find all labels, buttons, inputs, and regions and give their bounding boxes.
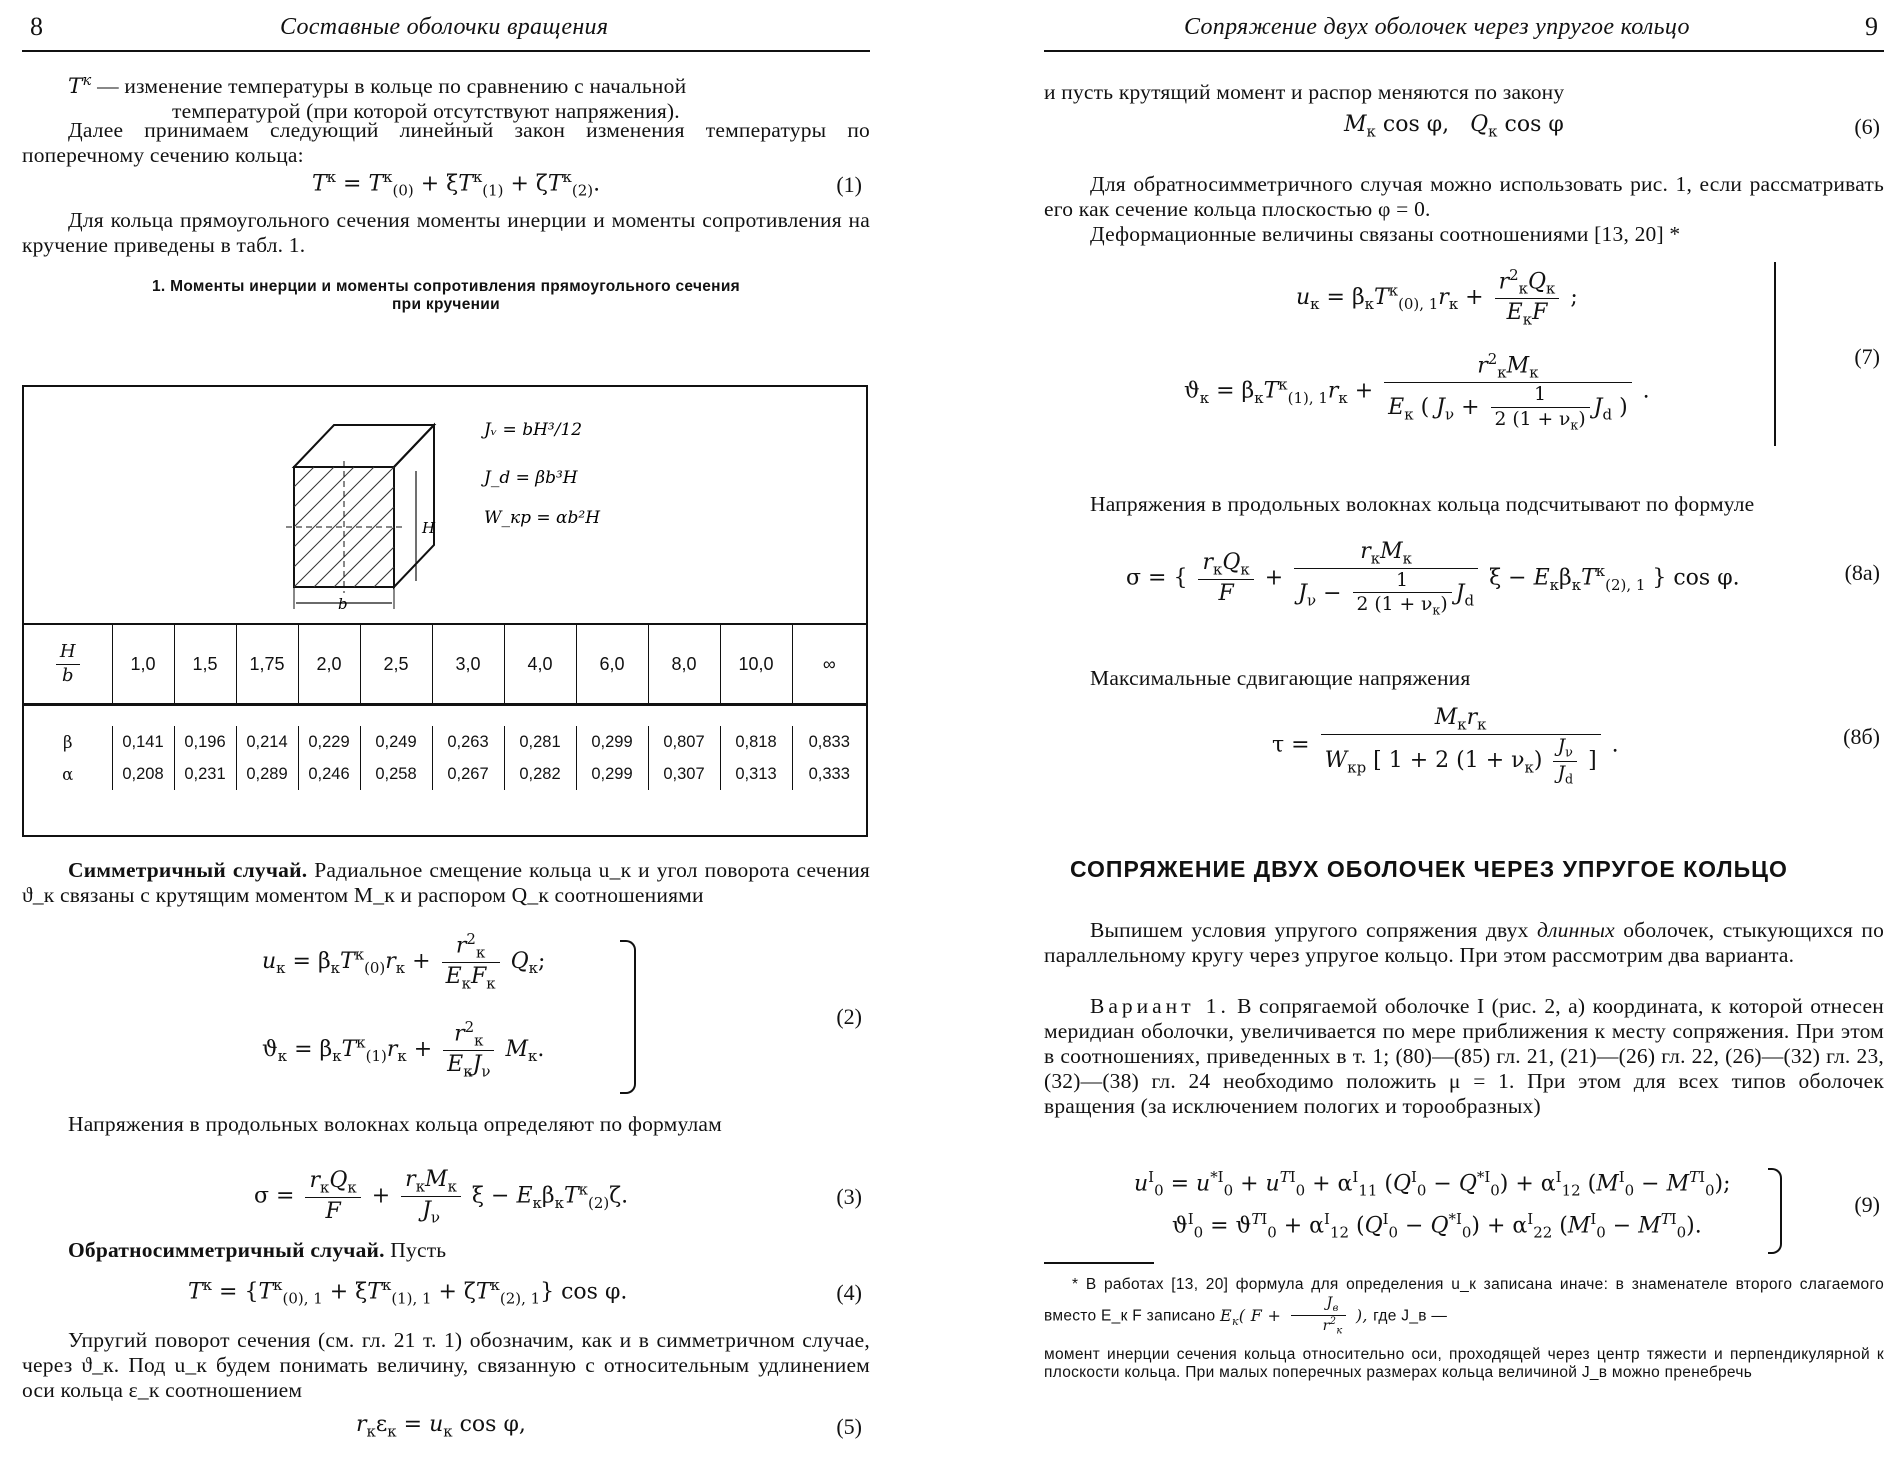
table-cell: 0,282	[504, 758, 576, 790]
para-symmetric-case	[22, 858, 870, 908]
eq-label-5: (5)	[836, 1414, 862, 1439]
formula-8b: τ = $M_кr_к$ $W_{кр}$ [ 1 + 2 $(1 + \nu_к)$ $\frac{J_\nu}{J_d}$ ] .	[1272, 705, 1619, 787]
eq-label-7: (7)	[1854, 344, 1880, 369]
table-cell: 0,833	[792, 726, 866, 758]
ratio-header-value: 1,5	[174, 624, 236, 705]
ratio-header-value: 1,75	[236, 624, 298, 705]
left-header-title: Составные оболочки вращения	[280, 14, 609, 40]
footnote-line1-tail: где J_в —	[1373, 1307, 1448, 1325]
eq-label-8a: (8а)	[1844, 560, 1880, 585]
ratio-header-top: H	[59, 641, 76, 662]
table-cell: 0,208	[112, 758, 174, 790]
table-cell: 0,249	[360, 726, 432, 758]
ratio-header-cell	[24, 624, 112, 705]
variant-text: В сопрягаемой оболочке I (рис. 2, а) координата, к которой отнесен меридиан оболочки, увеличивается по мере приближения к месту сопряжения. При этом в соотношениях, приведенных в т. 1; (80)—(85) гл. 21, (21)—(26) гл. 22, (26)—(32) гл. 23, (32)—(38) гл. 24 необходимо положить μ = 1. При этом для всех типов оболочек вращения (за исключением пологих и торообразных)	[1044, 994, 1884, 1118]
para-rotation: Упругий поворот сечения (см. гл. 21 т. 1) обозначим, как и в симметричном случае, через ϑ_к. Под u_к будем понимать величину, связанную с относительным удлинением оси кольца ε_к соотношением	[22, 1328, 870, 1402]
para-intro-start: Выпишем условия упругого сопряжения двух	[1090, 918, 1529, 942]
ratio-table	[24, 623, 866, 790]
table-row	[24, 726, 866, 758]
ratio-header-value: 10,0	[720, 624, 792, 705]
ratio-header-bottom: b	[56, 664, 80, 688]
sketch-formula-wkp: W_кр = αb²H	[484, 508, 601, 528]
antisym-case-text: Пусть	[390, 1238, 447, 1262]
table-cell: 0,807	[648, 726, 720, 758]
symmetric-case-title: Симметричный случай.	[68, 858, 308, 882]
table-caption-line1: 1. Моменты инерции и моменты сопротивления прямоугольного сечения	[151, 278, 741, 295]
formula-4: $T^к = \{T^к_{(0), 1} + \xi T^к_{(1), 1} + \zeta T^к_{(2), 1}\}$ cos φ.	[188, 1276, 628, 1308]
row-symbol: α	[62, 764, 74, 784]
para-law: и пусть крутящий момент и распор меняются по закону	[1044, 80, 1565, 104]
eq-label-1: (1)	[836, 172, 862, 197]
table-cell: 0,231	[174, 758, 236, 790]
table-cell: 0,313	[720, 758, 792, 790]
para-antisym-case	[22, 1238, 870, 1263]
system-brace-2	[620, 940, 636, 1094]
table-cell: 0,229	[298, 726, 360, 758]
ratio-header-value: 1,0	[112, 624, 174, 705]
section-title: СОПРЯЖЕНИЕ ДВУХ ОБОЛОЧЕК ЧЕРЕЗ УПРУГОЕ КОЛЬЦО	[1070, 856, 1788, 882]
ratio-header-value: 3,0	[432, 624, 504, 705]
table-cell: 0,258	[360, 758, 432, 790]
table-cell: 0,289	[236, 758, 298, 790]
eq-label-6: (6)	[1854, 114, 1880, 139]
right-running-header	[1044, 10, 1884, 52]
sketch-formula-jd: J_d = βb³H	[484, 468, 578, 488]
table-cell: 0,307	[648, 758, 720, 790]
table-cell: 0,214	[236, 726, 298, 758]
sketch-formula-jv: Jᵥ = bH³/12	[484, 420, 583, 440]
para-intro-emphasis: длинных	[1537, 918, 1615, 942]
ratio-header-value: 8,0	[648, 624, 720, 705]
sketch-label-h: H	[422, 519, 436, 537]
left-running-header	[22, 10, 870, 52]
table-cell: 0,141	[112, 726, 174, 758]
formula-7b: $ϑ_к = \beta_кT^к_{(1), 1}r_к$ + $r^2_кM_к$ $E_к$ ( $J_\nu$ + $\frac{1}{2 (1 + \nu_к)}$ $J_d$ ) .	[1184, 350, 1650, 433]
ratio-header-value: 2,0	[298, 624, 360, 705]
table-cell: 0,299	[576, 726, 648, 758]
sketch-label-b: b	[338, 595, 348, 613]
ratio-header-value: 4,0	[504, 624, 576, 705]
left-page-number: 8	[30, 12, 43, 41]
table-cell: 0,281	[504, 726, 576, 758]
formula-7a: $u_к = \beta_кT^к_{(0), 1}r_к$ + $\frac{r^2_кQ_к}{E_кF}$ ;	[1296, 266, 1578, 329]
para-stress-right: Напряжения в продольных волокнах кольца подсчитывают по формуле	[1090, 492, 1755, 516]
table-cell: 0,299	[576, 758, 648, 790]
para-deform: Деформационные величины связаны соотношениями [13, 20] *	[1090, 222, 1681, 246]
right-page	[1044, 0, 1884, 1460]
para-intro-end: оболочек, стыкующихся по параллельному кругу через упругое кольцо. При этом рассмотрим два варианта.	[1044, 918, 1885, 967]
para-antisym: Для обратносимметричного случая можно использовать рис. 1, если рассматривать его как сечение кольца плоскостью φ = 0.	[1044, 172, 1884, 221]
table-cell: 0,263	[432, 726, 504, 758]
eq-label-9: (9)	[1854, 1192, 1880, 1217]
para-variant-1	[1044, 994, 1884, 1119]
table-row	[24, 758, 866, 790]
system-brace-9	[1768, 1168, 1782, 1254]
table-spacer-row	[24, 705, 866, 727]
eq-label-8b: (8б)	[1843, 724, 1880, 749]
footnote-inline-formula: $E_к$( F + $\frac{J_в}{r^2_к}$ ),	[1220, 1295, 1374, 1337]
para-linear-law: Далее принимаем следующий линейный закон изменения температуры по поперечному сечению кольца:	[22, 118, 870, 167]
formula-2a: $u_к = \beta_кT^к_{(0)}r_к$ + $\frac{r^2_к}{E_кF_к}$ $Q_к$;	[262, 930, 546, 993]
table-caption	[22, 278, 870, 314]
formula-9a: $u^I_0 = u^{*I}_0 + u^{TI}_0 + \alpha^I_{11}$ $(Q^I_0 - Q^{*I}_0) + \alpha^I_{12}$ $(M^I_0 - M^{TI}_0)$;	[1134, 1168, 1731, 1200]
ratio-header-value: ∞	[792, 624, 866, 705]
symmetric-case-text: Радиальное смещение кольца u_к и угол поворота сечения ϑ_к связаны с крутящим моментом M_к и распором Q_к соотношениями	[22, 858, 870, 907]
table-header-row	[24, 624, 866, 705]
formula-5: $r_к\varepsilon_к = u_к$ cos φ,	[356, 1412, 526, 1441]
left-page	[22, 0, 870, 1460]
formula-6: $M_к$ cos φ, $Q_к$ cos φ	[1344, 112, 1564, 141]
ratio-header-value: 2,5	[360, 624, 432, 705]
table-cell: 0,267	[432, 758, 504, 790]
tk-definition: $T^к$ — изменение температуры в кольце по сравнению с начальной температурой (при которой отсутствуют напряжения).	[68, 68, 868, 124]
footnote-rule	[1044, 1262, 1154, 1264]
tk-definition-line2: температурой (при которой отсутствуют напряжения).	[172, 99, 680, 124]
formula-3: σ = $\frac{r_кQ_к}{F}$ + $\frac{r_кM_к}{J_\nu}$ $\xi - E_к\beta_кT^к_{(2)}\zeta$.	[254, 1167, 629, 1227]
formula-2b: $ϑ_к = \beta_кT^к_{(1)}r_к$ + $\frac{r^2_к}{E_кJ_\nu}$ $M_к$.	[262, 1018, 545, 1081]
eq-label-2: (2)	[836, 1004, 862, 1029]
moment-table	[22, 385, 868, 837]
para-shear: Максимальные сдвигающие напряжения	[1090, 666, 1471, 690]
table-cell: 0,818	[720, 726, 792, 758]
right-page-number: 9	[1865, 12, 1878, 41]
eq-label-4: (4)	[836, 1280, 862, 1305]
system-bar-7	[1774, 262, 1776, 446]
eq-label-3: (3)	[836, 1184, 862, 1209]
footnote-line1: * В работах [13, 20] формула для определения u_к записана иначе: в знаменателе второго слагаемого вместо E_к F записано	[1044, 1276, 1884, 1325]
row-symbol: β	[62, 732, 73, 752]
para-intro	[1044, 918, 1884, 968]
formula-8a: σ = { $\frac{r_кQ_к}{F}$ + $r_кM_к$ $J_\nu$ − $\frac{1}{2 (1 + \nu_к)}$ $J_d$ $\xi - E_к\beta_кT^к_{(2), 1}$ } cos φ.	[1126, 539, 1740, 619]
para-table-ref: Для кольца прямоугольного сечения моменты инерции и моменты сопротивления на кручение приведены в табл. 1.	[22, 208, 870, 257]
section-sketch-figure	[24, 387, 866, 623]
footnote-line2: момент инерции сечения кольца относительно оси, проходящей через центр тяжести и перпендикулярной к плоскости кольца. При малых поперечных размерах кольца величиной J_в можно пренебречь	[1044, 1346, 1884, 1382]
footnote	[1044, 1276, 1884, 1382]
para-stress-left: Напряжения в продольных волокнах кольца определяют по формулам	[68, 1112, 722, 1136]
antisym-case-title: Обратносимметричный случай.	[68, 1238, 385, 1262]
table-caption-line2: при кручении	[392, 296, 500, 313]
variant-label: Вариант 1.	[1090, 994, 1230, 1018]
ratio-header-value: 6,0	[576, 624, 648, 705]
right-header-title: Сопряжение двух оболочек через упругое кольцо	[1184, 14, 1690, 40]
formula-1: $T^к = T^к_{(0)} + \xi T^к_{(1)} + \zeta T^к_{(2)}$.	[312, 168, 601, 200]
table-cell: 0,196	[174, 726, 236, 758]
table-cell: 0,333	[792, 758, 866, 790]
tk-definition-line1: — изменение температуры в кольце по сравнению с начальной	[97, 74, 687, 99]
formula-9b: $ϑ^I_0 = ϑ^{TI}_0 + \alpha^I_{12}$ $(Q^I_0 - Q^{*I}_0) + \alpha^I_{22}$ $(M^I_0 - M^{TI}_0)$.	[1172, 1210, 1702, 1242]
table-cell: 0,246	[298, 758, 360, 790]
